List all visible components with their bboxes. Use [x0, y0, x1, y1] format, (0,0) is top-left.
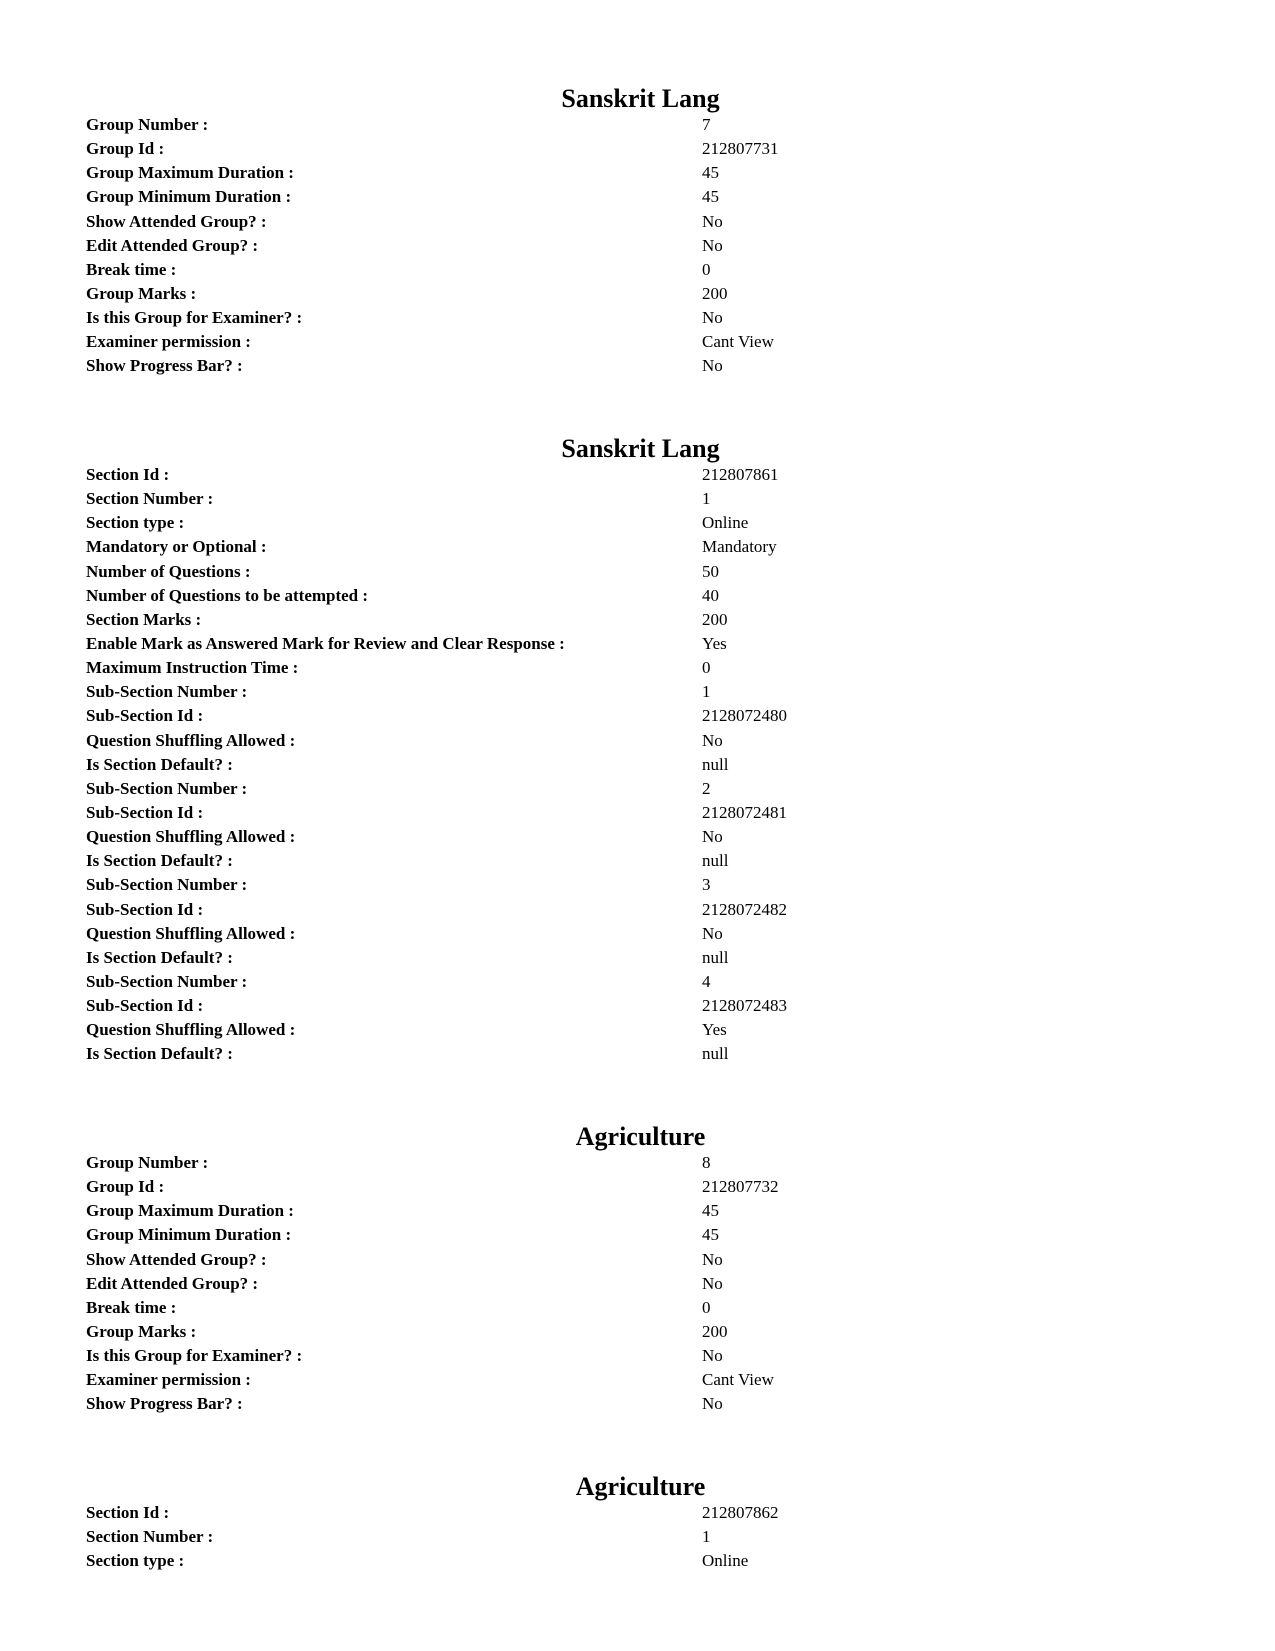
- field-row: [0, 1501, 1275, 1525]
- field-label: Sub-Section Id :: [86, 899, 204, 919]
- field-value: Yes: [702, 1020, 727, 1040]
- field-row: [0, 632, 1275, 656]
- field-label: Question Shuffling Allowed :: [86, 923, 296, 943]
- field-label: Question Shuffling Allowed :: [86, 730, 296, 750]
- field-label: Sub-Section Number :: [86, 778, 248, 798]
- field-value: 200: [702, 609, 728, 629]
- field-label: Edit Attended Group? :: [86, 1273, 259, 1293]
- field-value: Online: [702, 513, 749, 533]
- field-value: 0: [702, 1297, 711, 1317]
- field-label: Is Section Default? :: [86, 1044, 233, 1064]
- field-label: Enable Mark as Answered Mark for Review and Clear Response :: [86, 633, 565, 653]
- field-row: [0, 282, 1275, 306]
- field-row: [0, 1223, 1275, 1247]
- field-label: Break time :: [86, 259, 177, 279]
- field-row: [0, 137, 1275, 161]
- field-label: Section type :: [86, 1551, 185, 1571]
- field-label: Sub-Section Number :: [86, 875, 248, 895]
- field-row: [0, 185, 1275, 209]
- field-label: Group Number :: [86, 115, 209, 134]
- field-row: [0, 1199, 1275, 1223]
- field-label: Maximum Instruction Time :: [86, 658, 299, 678]
- field-value: Mandatory: [702, 537, 777, 557]
- field-value: 0: [702, 658, 711, 678]
- field-row: [0, 258, 1275, 282]
- field-row: [0, 873, 1275, 897]
- field-value: No: [702, 235, 723, 255]
- field-value: null: [702, 947, 729, 967]
- field-row: [0, 680, 1275, 704]
- field-label: Show Progress Bar? :: [86, 1394, 243, 1414]
- field-label: Mandatory or Optional :: [86, 537, 267, 557]
- field-value: No: [702, 1394, 723, 1414]
- field-label: Question Shuffling Allowed :: [86, 1020, 296, 1040]
- field-value: 50: [702, 561, 719, 581]
- field-row: [0, 1151, 1275, 1175]
- field-value: 40: [702, 585, 719, 605]
- field-value: No: [702, 356, 723, 376]
- field-row: [0, 330, 1275, 354]
- field-value: 8: [702, 1153, 711, 1172]
- field-row: [0, 463, 1275, 487]
- field-label: Section Number :: [86, 1527, 214, 1547]
- field-value: null: [702, 754, 729, 774]
- field-value: 1: [702, 489, 711, 509]
- field-label: Sub-Section Number :: [86, 971, 248, 991]
- field-list: [0, 1151, 1275, 1417]
- field-row: [0, 1344, 1275, 1368]
- field-value: 2128072480: [702, 706, 787, 726]
- field-label: Is Section Default? :: [86, 754, 233, 774]
- field-list: [0, 113, 1275, 379]
- field-label: Is Section Default? :: [86, 947, 233, 967]
- field-row: [0, 584, 1275, 608]
- field-label: Show Progress Bar? :: [86, 356, 243, 376]
- field-row: [0, 234, 1275, 258]
- field-row: [0, 729, 1275, 753]
- field-row: [0, 608, 1275, 632]
- field-row: [0, 1042, 1275, 1066]
- field-row: [0, 113, 1275, 137]
- field-value: 2128072483: [702, 996, 787, 1016]
- block-title: Agriculture: [575, 1122, 706, 1151]
- field-value: null: [702, 1044, 729, 1064]
- field-value: 45: [702, 187, 719, 207]
- field-label: Group Minimum Duration :: [86, 187, 292, 207]
- field-label: Show Attended Group? :: [86, 1249, 267, 1269]
- field-label: Group Marks :: [86, 1321, 197, 1341]
- field-row: [0, 777, 1275, 801]
- field-label: Section Id :: [86, 465, 170, 484]
- field-row: [0, 994, 1275, 1018]
- block-title: Sanskrit Lang: [561, 434, 720, 463]
- field-label: Group Maximum Duration :: [86, 1201, 294, 1221]
- field-value: No: [702, 827, 723, 847]
- field-row: [0, 511, 1275, 535]
- field-value: 200: [702, 1321, 728, 1341]
- block-title: Agriculture: [575, 1472, 706, 1501]
- field-value: 0: [702, 259, 711, 279]
- field-label: Group Marks :: [86, 283, 197, 303]
- field-value: 1: [702, 682, 711, 702]
- field-label: Group Maximum Duration :: [86, 163, 294, 183]
- field-row: [0, 970, 1275, 994]
- field-row: [0, 801, 1275, 825]
- field-label: Section Marks :: [86, 609, 202, 629]
- field-label: Number of Questions :: [86, 561, 251, 581]
- field-label: Number of Questions to be attempted :: [86, 585, 369, 605]
- field-row: [0, 1018, 1275, 1042]
- section-block-agriculture: [0, 1472, 1275, 1573]
- field-value: 2: [702, 778, 711, 798]
- field-row: [0, 487, 1275, 511]
- field-value: 212807732: [702, 1177, 779, 1197]
- field-value: 45: [702, 1201, 719, 1221]
- field-value: No: [702, 1346, 723, 1366]
- field-list: [0, 1501, 1275, 1573]
- field-row: [0, 535, 1275, 559]
- group-block-sanskrit: [0, 84, 1275, 379]
- field-label: Group Id :: [86, 139, 165, 159]
- field-row: [0, 849, 1275, 873]
- field-value: Yes: [702, 633, 727, 653]
- field-value: 3: [702, 875, 711, 895]
- field-row: [0, 1549, 1275, 1573]
- field-row: [0, 1272, 1275, 1296]
- field-value: 200: [702, 283, 728, 303]
- field-value: No: [702, 1249, 723, 1269]
- field-row: [0, 753, 1275, 777]
- field-label: Break time :: [86, 1297, 177, 1317]
- field-value: 2128072482: [702, 899, 787, 919]
- field-label: Sub-Section Id :: [86, 706, 204, 726]
- field-value: 1: [702, 1527, 711, 1547]
- field-row: [0, 1175, 1275, 1199]
- field-label: Group Id :: [86, 1177, 165, 1197]
- field-value: Online: [702, 1551, 749, 1571]
- field-value: 45: [702, 163, 719, 183]
- field-row: [0, 354, 1275, 378]
- field-label: Section Number :: [86, 489, 214, 509]
- field-row: [0, 306, 1275, 330]
- field-row: [0, 898, 1275, 922]
- field-value: 4: [702, 971, 711, 991]
- field-value: Cant View: [702, 1370, 774, 1390]
- field-value: No: [702, 211, 723, 231]
- field-label: Group Minimum Duration :: [86, 1225, 292, 1245]
- field-value: Cant View: [702, 332, 774, 352]
- field-row: [0, 1368, 1275, 1392]
- field-row: [0, 1525, 1275, 1549]
- field-label: Examiner permission :: [86, 332, 251, 352]
- field-label: Sub-Section Id :: [86, 996, 204, 1016]
- field-value: 212807731: [702, 139, 779, 159]
- field-row: [0, 825, 1275, 849]
- field-label: Sub-Section Id :: [86, 802, 204, 822]
- field-row: [0, 704, 1275, 728]
- field-label: Is this Group for Examiner? :: [86, 308, 303, 328]
- field-value: No: [702, 308, 723, 328]
- field-value: 7: [702, 115, 711, 134]
- field-row: [0, 1248, 1275, 1272]
- field-row: [0, 922, 1275, 946]
- field-value: 212807862: [702, 1503, 779, 1522]
- field-value: 45: [702, 1225, 719, 1245]
- field-value: null: [702, 851, 729, 871]
- block-title: Sanskrit Lang: [561, 84, 720, 113]
- field-value: 212807861: [702, 465, 779, 484]
- field-label: Is this Group for Examiner? :: [86, 1346, 303, 1366]
- field-row: [0, 656, 1275, 680]
- field-list: [0, 463, 1275, 1067]
- section-block-sanskrit: [0, 434, 1275, 1067]
- group-block-agriculture: [0, 1122, 1275, 1417]
- field-label: Is Section Default? :: [86, 851, 233, 871]
- field-row: [0, 1296, 1275, 1320]
- field-value: 2128072481: [702, 802, 787, 822]
- field-label: Question Shuffling Allowed :: [86, 827, 296, 847]
- field-label: Sub-Section Number :: [86, 682, 248, 702]
- field-value: No: [702, 1273, 723, 1293]
- field-label: Group Number :: [86, 1153, 209, 1172]
- field-label: Section Id :: [86, 1503, 170, 1522]
- field-row: [0, 946, 1275, 970]
- field-value: No: [702, 923, 723, 943]
- field-row: [0, 161, 1275, 185]
- field-row: [0, 1320, 1275, 1344]
- field-value: No: [702, 730, 723, 750]
- field-row: [0, 560, 1275, 584]
- field-row: [0, 210, 1275, 234]
- field-label: Edit Attended Group? :: [86, 235, 259, 255]
- field-label: Show Attended Group? :: [86, 211, 267, 231]
- field-label: Examiner permission :: [86, 1370, 251, 1390]
- field-label: Section type :: [86, 513, 185, 533]
- field-row: [0, 1392, 1275, 1416]
